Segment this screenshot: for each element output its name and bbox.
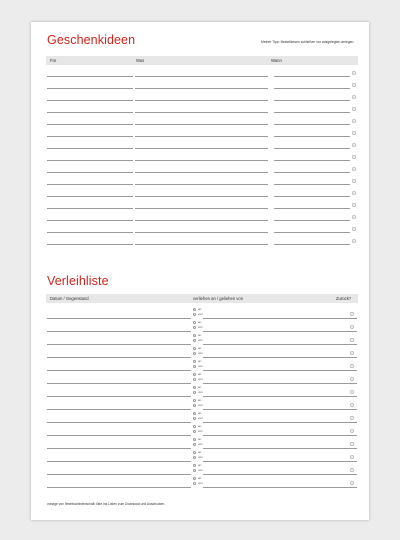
loan-item-field[interactable] (47, 396, 191, 397)
loan-item-field[interactable] (47, 370, 191, 371)
loan-person-field[interactable] (203, 422, 357, 423)
loan-returned-checkbox[interactable] (350, 390, 354, 394)
loan-person-field[interactable] (203, 487, 357, 488)
gift-what-field[interactable] (135, 88, 268, 89)
loan-item-field[interactable] (47, 474, 191, 475)
borrowed-from-radio[interactable] (193, 430, 196, 433)
loan-list-header (46, 294, 358, 303)
gift-what-field[interactable] (135, 172, 268, 173)
gift-for-field[interactable] (47, 76, 133, 77)
gift-done-checkbox[interactable] (352, 155, 356, 159)
borrowed-from-radio[interactable] (193, 313, 196, 316)
lent-to-radio[interactable] (193, 308, 196, 311)
gift-for-field[interactable] (47, 172, 133, 173)
loan-returned-checkbox[interactable] (350, 351, 354, 355)
gift-what-field[interactable] (135, 208, 268, 209)
borrowed-from-label: von (198, 429, 203, 433)
borrowed-from-radio[interactable] (193, 352, 196, 355)
gift-when-field[interactable] (274, 220, 350, 221)
gift-done-checkbox[interactable] (352, 227, 356, 231)
loan-item-field[interactable] (47, 435, 191, 436)
borrowed-from-label: von (198, 377, 203, 381)
gift-what-field[interactable] (135, 100, 268, 101)
borrowed-from-radio[interactable] (193, 326, 196, 329)
borrowed-from-radio[interactable] (193, 378, 196, 381)
gift-for-field[interactable] (47, 232, 133, 233)
loan-returned-checkbox[interactable] (350, 468, 354, 472)
gift-when-field[interactable] (274, 208, 350, 209)
gift-when-field[interactable] (274, 196, 350, 197)
borrowed-from-label: von (198, 481, 203, 485)
borrowed-from-label: von (198, 338, 203, 342)
loan-item-field[interactable] (47, 357, 191, 358)
lent-to-label: an (198, 372, 202, 376)
lent-to-radio[interactable] (193, 399, 196, 402)
gift-ideas-note: Meiner Tipp: Bestellsesen schließen vor ausgelegten anlegen. (261, 40, 355, 44)
loan-person-field[interactable] (203, 331, 357, 332)
lent-to-label: an (198, 437, 202, 441)
gift-done-checkbox[interactable] (352, 179, 356, 183)
lent-to-label: an (198, 346, 202, 350)
column-date-item: Datum / Gegenstand (50, 296, 89, 302)
loan-person-field[interactable] (203, 396, 357, 397)
column-what: Was (136, 58, 145, 64)
gift-when-field[interactable] (274, 148, 350, 149)
lent-to-radio[interactable] (193, 464, 196, 467)
column-returned: Zurück? (336, 296, 352, 302)
loan-item-field[interactable] (47, 331, 191, 332)
lent-to-radio[interactable] (193, 412, 196, 415)
gift-when-field[interactable] (274, 88, 350, 89)
borrowed-from-label: von (198, 312, 203, 316)
loan-returned-checkbox[interactable] (350, 364, 354, 368)
footer-note: vorlage von fimerbachinterschalt: liste ins Listen zum Download und Ausdrucken. (47, 502, 166, 506)
gift-done-checkbox[interactable] (352, 203, 356, 207)
lent-to-label: an (198, 307, 202, 311)
loan-returned-checkbox[interactable] (350, 338, 354, 342)
loan-list-title: Verleihliste (47, 274, 109, 288)
gift-done-checkbox[interactable] (352, 239, 356, 243)
gift-for-field[interactable] (47, 244, 133, 245)
loan-item-field[interactable] (47, 383, 191, 384)
loan-returned-checkbox[interactable] (350, 377, 354, 381)
lent-to-label: an (198, 476, 202, 480)
gift-when-field[interactable] (274, 172, 350, 173)
gift-done-checkbox[interactable] (352, 107, 356, 111)
loan-returned-checkbox[interactable] (350, 481, 354, 485)
borrowed-from-radio[interactable] (193, 391, 196, 394)
gift-what-field[interactable] (135, 136, 268, 137)
lent-to-label: an (198, 398, 202, 402)
loan-returned-checkbox[interactable] (350, 429, 354, 433)
gift-when-field[interactable] (274, 124, 350, 125)
gift-when-field[interactable] (274, 232, 350, 233)
gift-when-field[interactable] (274, 136, 350, 137)
gift-done-checkbox[interactable] (352, 71, 356, 75)
loan-person-field[interactable] (203, 409, 357, 410)
borrowed-from-radio[interactable] (193, 365, 196, 368)
lent-to-label: an (198, 424, 202, 428)
borrowed-from-label: von (198, 442, 203, 446)
lent-to-label: an (198, 411, 202, 415)
lent-to-label: an (198, 450, 202, 454)
column-lent-borrowed: verliehen an / geliehen von (193, 296, 244, 302)
gift-for-field[interactable] (47, 88, 133, 89)
gift-for-field[interactable] (47, 124, 133, 125)
lent-to-radio[interactable] (193, 360, 196, 363)
lent-to-radio[interactable] (193, 386, 196, 389)
borrowed-from-label: von (198, 416, 203, 420)
gift-done-checkbox[interactable] (352, 95, 356, 99)
loan-person-field[interactable] (203, 383, 357, 384)
lent-to-label: an (198, 463, 202, 467)
loan-person-field[interactable] (203, 370, 357, 371)
loan-item-field[interactable] (47, 409, 191, 410)
gift-ideas-header (46, 56, 358, 65)
borrowed-from-radio[interactable] (193, 443, 196, 446)
gift-what-field[interactable] (135, 244, 268, 245)
loan-returned-checkbox[interactable] (350, 416, 354, 420)
gift-what-field[interactable] (135, 112, 268, 113)
loan-person-field[interactable] (203, 448, 357, 449)
gift-what-field[interactable] (135, 184, 268, 185)
loan-person-field[interactable] (203, 461, 357, 462)
loan-person-field[interactable] (203, 435, 357, 436)
gift-for-field[interactable] (47, 148, 133, 149)
lent-to-label: an (198, 359, 202, 363)
borrowed-from-label: von (198, 364, 203, 368)
loan-item-field[interactable] (47, 344, 191, 345)
lent-to-radio[interactable] (193, 425, 196, 428)
lent-to-label: an (198, 385, 202, 389)
borrowed-from-label: von (198, 351, 203, 355)
borrowed-from-label: von (198, 403, 203, 407)
gift-when-field[interactable] (274, 160, 350, 161)
lent-to-radio[interactable] (193, 438, 196, 441)
lent-to-label: an (198, 320, 202, 324)
gift-done-checkbox[interactable] (352, 215, 356, 219)
loan-person-field[interactable] (203, 344, 357, 345)
loan-returned-checkbox[interactable] (350, 442, 354, 446)
gift-what-field[interactable] (135, 232, 268, 233)
loan-item-field[interactable] (47, 487, 191, 488)
gift-done-checkbox[interactable] (352, 191, 356, 195)
loan-item-field[interactable] (47, 422, 191, 423)
gift-for-field[interactable] (47, 184, 133, 185)
gift-what-field[interactable] (135, 196, 268, 197)
loan-person-field[interactable] (203, 357, 357, 358)
gift-when-field[interactable] (274, 184, 350, 185)
borrowed-from-radio[interactable] (193, 469, 196, 472)
lent-to-radio[interactable] (193, 334, 196, 337)
borrowed-from-radio[interactable] (193, 482, 196, 485)
gift-for-field[interactable] (47, 220, 133, 221)
gift-for-field[interactable] (47, 208, 133, 209)
loan-returned-checkbox[interactable] (350, 455, 354, 459)
borrowed-from-radio[interactable] (193, 417, 196, 420)
gift-when-field[interactable] (274, 76, 350, 77)
lent-to-radio[interactable] (193, 451, 196, 454)
column-when: Wann (271, 58, 282, 64)
template-page (31, 22, 369, 520)
gift-what-field[interactable] (135, 124, 268, 125)
gift-when-field[interactable] (274, 244, 350, 245)
gift-for-field[interactable] (47, 196, 133, 197)
loan-item-field[interactable] (47, 448, 191, 449)
loan-returned-checkbox[interactable] (350, 403, 354, 407)
gift-done-checkbox[interactable] (352, 119, 356, 123)
loan-returned-checkbox[interactable] (350, 325, 354, 329)
lent-to-radio[interactable] (193, 347, 196, 350)
borrowed-from-label: von (198, 468, 203, 472)
loan-item-field[interactable] (47, 461, 191, 462)
loan-person-field[interactable] (203, 474, 357, 475)
gift-done-checkbox[interactable] (352, 143, 356, 147)
borrowed-from-label: von (198, 455, 203, 459)
borrowed-from-radio[interactable] (193, 456, 196, 459)
gift-for-field[interactable] (47, 100, 133, 101)
borrowed-from-label: von (198, 390, 203, 394)
lent-to-radio[interactable] (193, 477, 196, 480)
lent-to-radio[interactable] (193, 321, 196, 324)
gift-ideas-title: Geschenkideen (47, 33, 136, 47)
borrowed-from-radio[interactable] (193, 339, 196, 342)
loan-item-field[interactable] (47, 318, 191, 319)
gift-for-field[interactable] (47, 112, 133, 113)
gift-what-field[interactable] (135, 148, 268, 149)
loan-person-field[interactable] (203, 318, 357, 319)
lent-to-label: an (198, 333, 202, 337)
gift-done-checkbox[interactable] (352, 167, 356, 171)
gift-when-field[interactable] (274, 112, 350, 113)
lent-to-radio[interactable] (193, 373, 196, 376)
borrowed-from-label: von (198, 325, 203, 329)
gift-done-checkbox[interactable] (352, 83, 356, 87)
column-for: Für (50, 58, 57, 64)
gift-when-field[interactable] (274, 100, 350, 101)
loan-returned-checkbox[interactable] (350, 312, 354, 316)
gift-what-field[interactable] (135, 76, 268, 77)
gift-done-checkbox[interactable] (352, 131, 356, 135)
gift-what-field[interactable] (135, 160, 268, 161)
borrowed-from-radio[interactable] (193, 404, 196, 407)
gift-for-field[interactable] (47, 160, 133, 161)
gift-what-field[interactable] (135, 220, 268, 221)
gift-for-field[interactable] (47, 136, 133, 137)
